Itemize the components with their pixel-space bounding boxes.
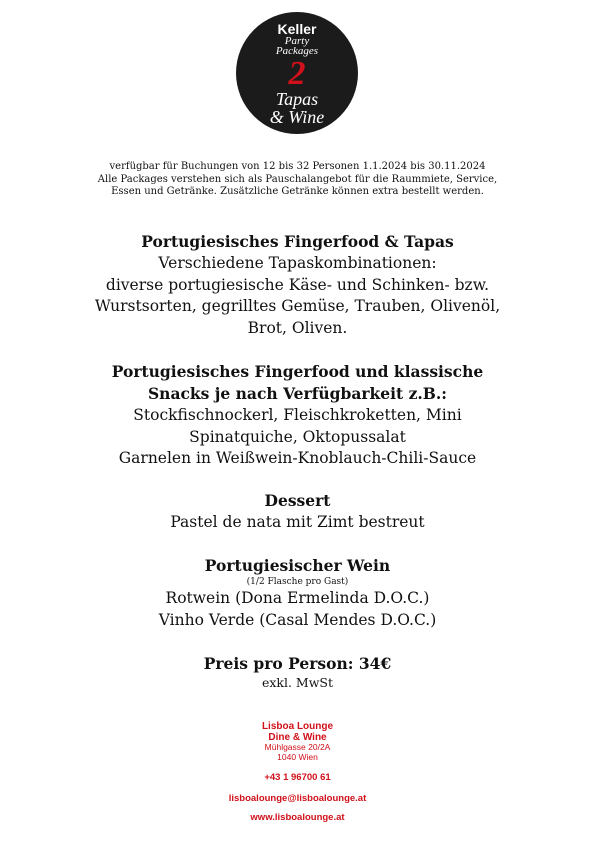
badge-title — [236, 90, 358, 126]
footer-website[interactable]: www.lisboalounge.at — [250, 812, 345, 823]
footer-address — [0, 721, 595, 762]
footer-tagline: Dine & Wine — [268, 732, 327, 743]
section-price — [0, 654, 595, 691]
package-badge — [236, 12, 358, 134]
section-line: Vinho Verde (Casal Mendes D.O.C.) — [158, 610, 437, 629]
section-line: Verschiedene Tapaskombinationen: — [158, 254, 437, 272]
price-title: Preis pro Person: 34€ — [203, 654, 392, 673]
footer-phone[interactable]: +43 1 96700 61 — [264, 772, 331, 783]
section-title: Portugiesisches Fingerfood und klassische — [111, 362, 484, 381]
badge-party: Party — [284, 35, 310, 47]
intro-text — [0, 161, 595, 199]
intro-line: Essen und Getränke. Zusätzliche Getränke können extra bestellt werden. — [111, 186, 484, 197]
badge-tapas: Tapas — [275, 89, 319, 109]
footer-city: 1040 Wien — [277, 751, 318, 762]
badge-packages: Packages — [275, 45, 319, 57]
section-tapas — [0, 231, 595, 339]
badge-number: 2 — [288, 55, 306, 92]
intro-line: Alle Packages verstehen sich als Pauschalangebot für die Raummiete, Service, — [97, 173, 498, 185]
section-snacks — [0, 361, 595, 470]
section-title: Dessert — [264, 491, 331, 510]
section-dessert — [0, 490, 595, 534]
badge-wine: & Wine — [269, 107, 325, 127]
section-line: Brot, Oliven. — [247, 318, 348, 337]
footer-email[interactable]: lisboalounge@lisboalounge.at — [228, 793, 367, 804]
section-note: (1/2 Flasche pro Gast) — [246, 577, 349, 587]
section-title: Portugiesischer Wein — [204, 556, 391, 575]
section-line: diverse portugiesische Käse- und Schinken- bzw. — [105, 275, 490, 294]
section-line: Rotwein (Dona Ermelinda D.O.C.) — [165, 589, 430, 607]
section-title: Portugiesisches Fingerfood & Tapas — [141, 232, 454, 251]
section-title: Snacks je nach Verfügbarkeit z.B.: — [147, 384, 447, 403]
section-line: Pastel de nata mit Zimt bestreut — [170, 513, 425, 531]
badge-keller: Keller — [277, 21, 317, 37]
section-line: Wurstsorten, gegrilltes Gemüse, Trauben, Olivenöl, — [94, 297, 501, 315]
price-note: exkl. MwSt — [261, 675, 334, 690]
footer-name: Lisboa Lounge — [261, 721, 334, 732]
section-line: Spinatquiche, Oktopussalat — [189, 427, 406, 446]
intro-line: verfügbar für Buchungen von 12 bis 32 Personen 1.1.2024 bis 30.11.2024 — [109, 161, 486, 172]
badge-party-packages — [236, 36, 358, 56]
footer-street: Mühlgasse 20/2A — [264, 742, 331, 752]
section-line: Stockfischnockerl, Fleischkroketten, Mini — [133, 406, 462, 424]
section-line: Garnelen in Weißwein-Knoblauch-Chili-Sauce — [118, 449, 477, 467]
section-wine — [0, 555, 595, 631]
